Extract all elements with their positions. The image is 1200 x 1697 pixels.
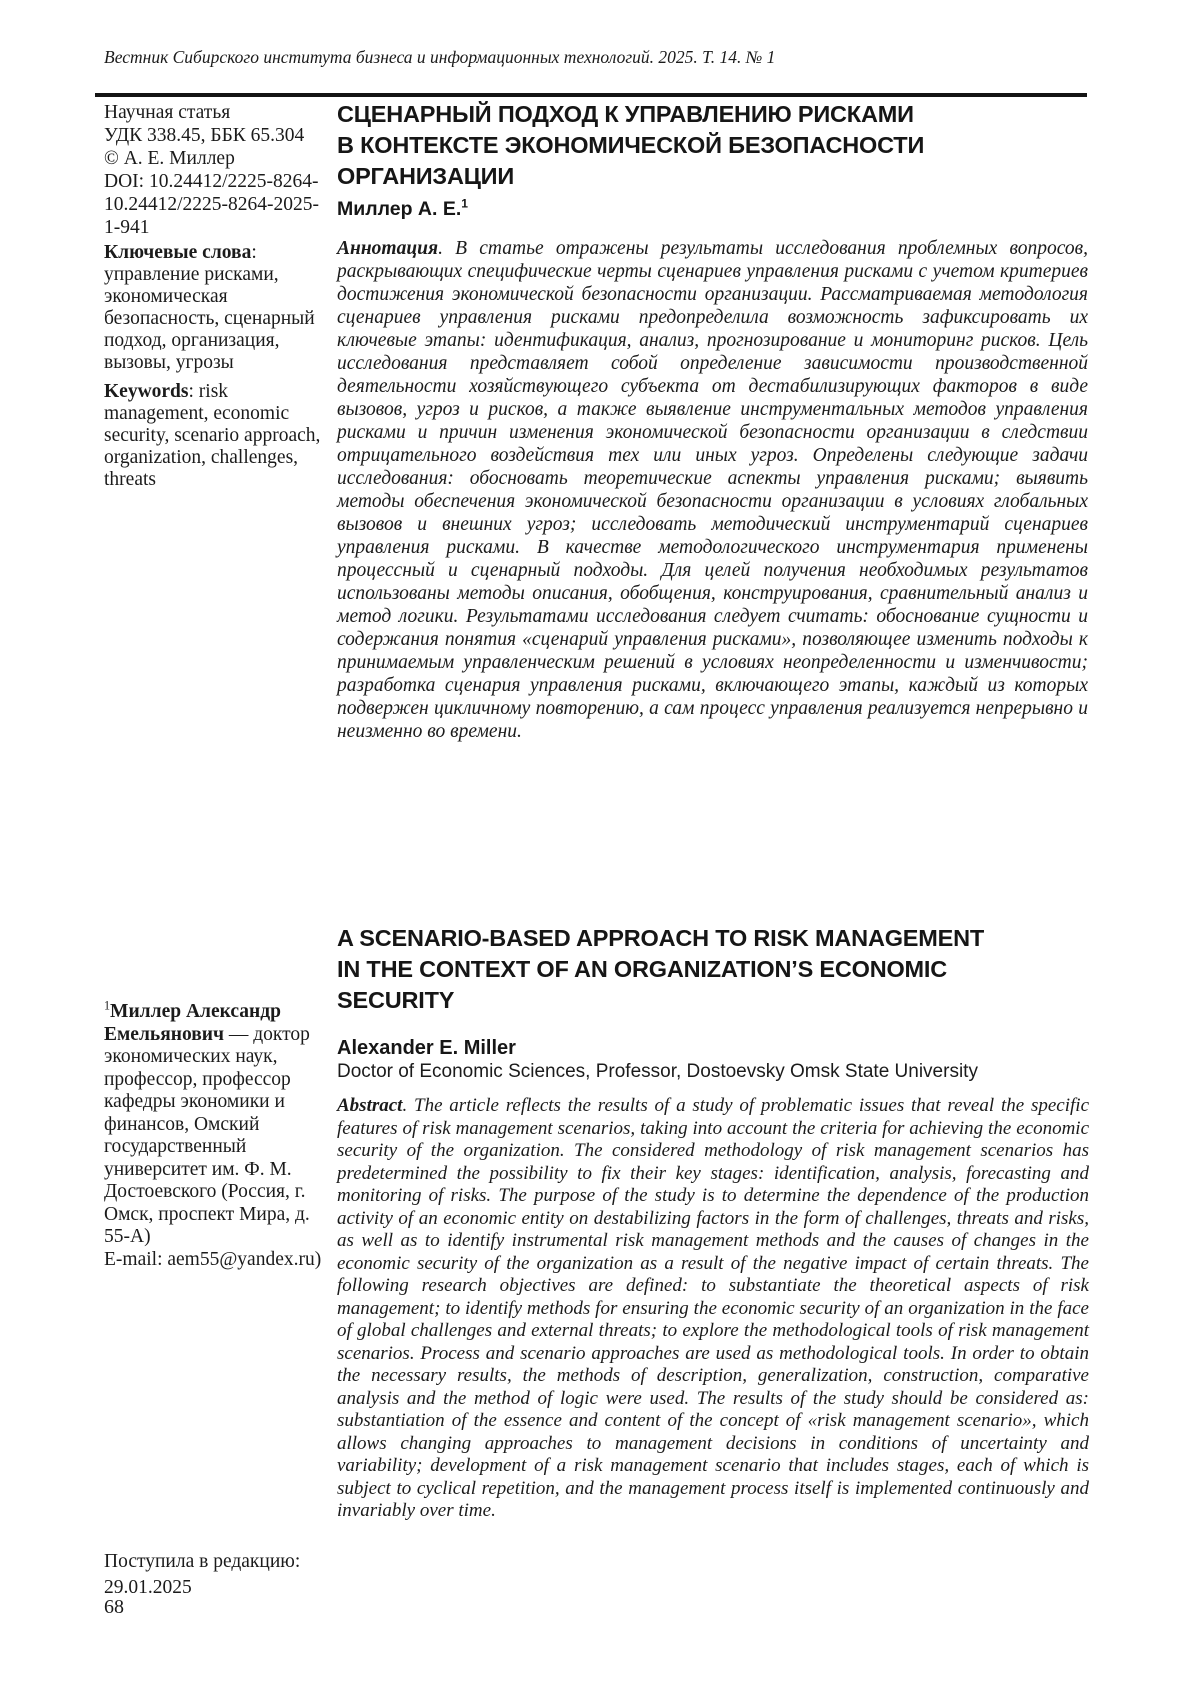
author-footnote <box>104 998 332 1271</box>
english-article-block <box>337 923 1089 1523</box>
received-label: Поступила в редакцию: <box>104 1551 301 1572</box>
author-footnote-marker: 1 <box>461 196 468 211</box>
author-name-en: Alexander E. Miller <box>337 1037 516 1059</box>
article-type-label: Научная статья <box>104 102 231 123</box>
received-block <box>104 1549 364 1601</box>
abstract-ru-label: Аннотация <box>337 238 439 259</box>
author-name-ru: Миллер А. Е. <box>337 198 462 220</box>
article-title-en: A SCENARIO-BASED APPROACH TO RISK MANAGEMENT IN THE CONTEXT OF AN ORGANIZATION’S ECONOMIC SECURITY <box>337 925 985 1013</box>
received-date: 29.01.2025 <box>104 1577 192 1598</box>
abstract-en <box>337 1095 1089 1523</box>
footnote-author-name: Миллер Александр Емельянович <box>104 1001 281 1045</box>
author-footnote-text <box>104 998 332 1249</box>
journal-header: Вестник Сибирского института бизнеса и информационных технологий. 2025. Т. 14. № 1 <box>104 47 776 67</box>
keywords-ru <box>104 242 330 374</box>
footnote-author-details: — доктор экономических наук, профессор, профессор кафедры экономики и финансов, Омский государственный университет им. Ф. М. Достоевского (Россия, г. Омск, проспект Мира, д. 55-А) <box>104 1023 310 1247</box>
udc-bbk-label: УДК 338.45, ББК 65.304 <box>104 125 305 146</box>
left-sidebar <box>104 101 330 498</box>
keywords-en-text: : risk management, economic security, scenario approach, organization, challenges, threats <box>104 381 321 490</box>
abstract-en-label: Abstract <box>337 1095 403 1116</box>
footnote-marker: 1 <box>104 998 111 1013</box>
abstract-ru-text: . В статье отражены результаты исследования проблемных вопросов, раскрывающих специфические черты сценариев управления рисками с учетом критериев достижения экономической безопасности организации. Рассматриваемая методология сценариев управления рисками предопределила возможность зафиксировать их ключевые этапы: идентификация, анализ, прогнозирование и мониторинг рисков. Цель исследования представляет собой определение зависимости производственной деятельности хозяйствующего субъекта от дестабилизирующих факторов в виде вызовов, угроз и рисков, а также выявление инструментальных методов управления рисками и причин изменения экономической безопасности организации в следствии отрицательного воздействия тех или иных угроз. Определены следующие задачи исследования: обосновать теоретические аспекты управления рисками; выявить методы обеспечения экономической безопасности организации в условиях глобальных вызовов и внешних угроз; исследовать методический инструментарий сценариев управления рисками. В качестве методологического инструментария применены процессный и сценарный подходы. Для целей получения необходимых результатов использованы методы описания, обобщения, конструирования, сравнительный анализ и метод логики. Результатами исследования следует считать: обоснование сущности и содержания понятия «сценарий управления рисками», позволяющее изменить подходы к принимаемым управленческим решений в условиях неопределенности и изменчивости; разработка сценария управления рисками, включающего этапы, каждый из которых подвержен цикличному повторению, а сам процесс управления реализуется непрерывно и неизменно во времени. <box>337 238 1088 742</box>
keywords-en-label: Keywords <box>104 381 189 402</box>
keywords-ru-text: : управление рисками, экономическая безопасность, сценарный подход, организация, вызовы, угрозы <box>104 242 315 373</box>
keywords-en <box>104 381 330 491</box>
author-line-ru <box>337 198 1088 221</box>
copyright-label: © А. Е. Миллер <box>104 148 235 169</box>
page-number: 68 <box>104 1596 124 1618</box>
abstract-ru <box>337 237 1088 743</box>
footnote-email: E-mail: aem55@yandex.ru) <box>104 1248 322 1270</box>
article-title-ru: СЦЕНАРНЫЙ ПОДХОД К УПРАВЛЕНИЮ РИСКАМИ В КОНТЕКСТЕ ЭКОНОМИЧЕСКОЙ БЕЗОПАСНОСТИ ОРГАНИЗАЦИИ <box>337 101 925 189</box>
author-affiliation-en: Doctor of Economic Sciences, Professor, Dostoevsky Omsk State University <box>337 1061 978 1082</box>
header-divider-rule <box>95 93 1087 97</box>
russian-article-block <box>337 99 1088 743</box>
keywords-ru-label: Ключевые слова <box>104 242 252 263</box>
doi-label: DOI: 10.24412/2225-8264- 10.24412/2225-8264-2025- 1-941 <box>104 171 320 238</box>
abstract-en-text: . The article reflects the results of a study of problematic issues that reveal the specific features of risk management scenarios, taking into account the criteria for achieving the economic security of the organization. The considered methodology of risk management scenarios has predetermined the possibility to fix their key stages: identification, analysis, forecasting and monitoring of risks. The purpose of the study is to determine the dependence of the production activity of an economic entity on destabilizing factors in the form of challenges, threats and risks, as well as to identify instrumental risk management methods and the causes of changes in the economic security of the organization as a result of the negative impact of certain threats. The following research objectives are defined: to substantiate the theoretical aspects of risk management; to identify methods for ensuring the economic security of an organization in the face of global challenges and external threats; to explore the methodological tools of risk management scenarios. Process and scenario approaches are used as methodological tools. In order to obtain the necessary results, the methods of description, generalization, construction, comparative analysis and the method of logic were used. The results of the study should be considered as: substantiation of the essence and content of the concept of «risk management scenario», which allows changing approaches to management decisions in conditions of uncertainty and variability; development of a risk management scenario that includes stages, each of which is subject to cyclical repetition, and the management process itself is implemented continuously and invariably over time. <box>337 1095 1089 1521</box>
